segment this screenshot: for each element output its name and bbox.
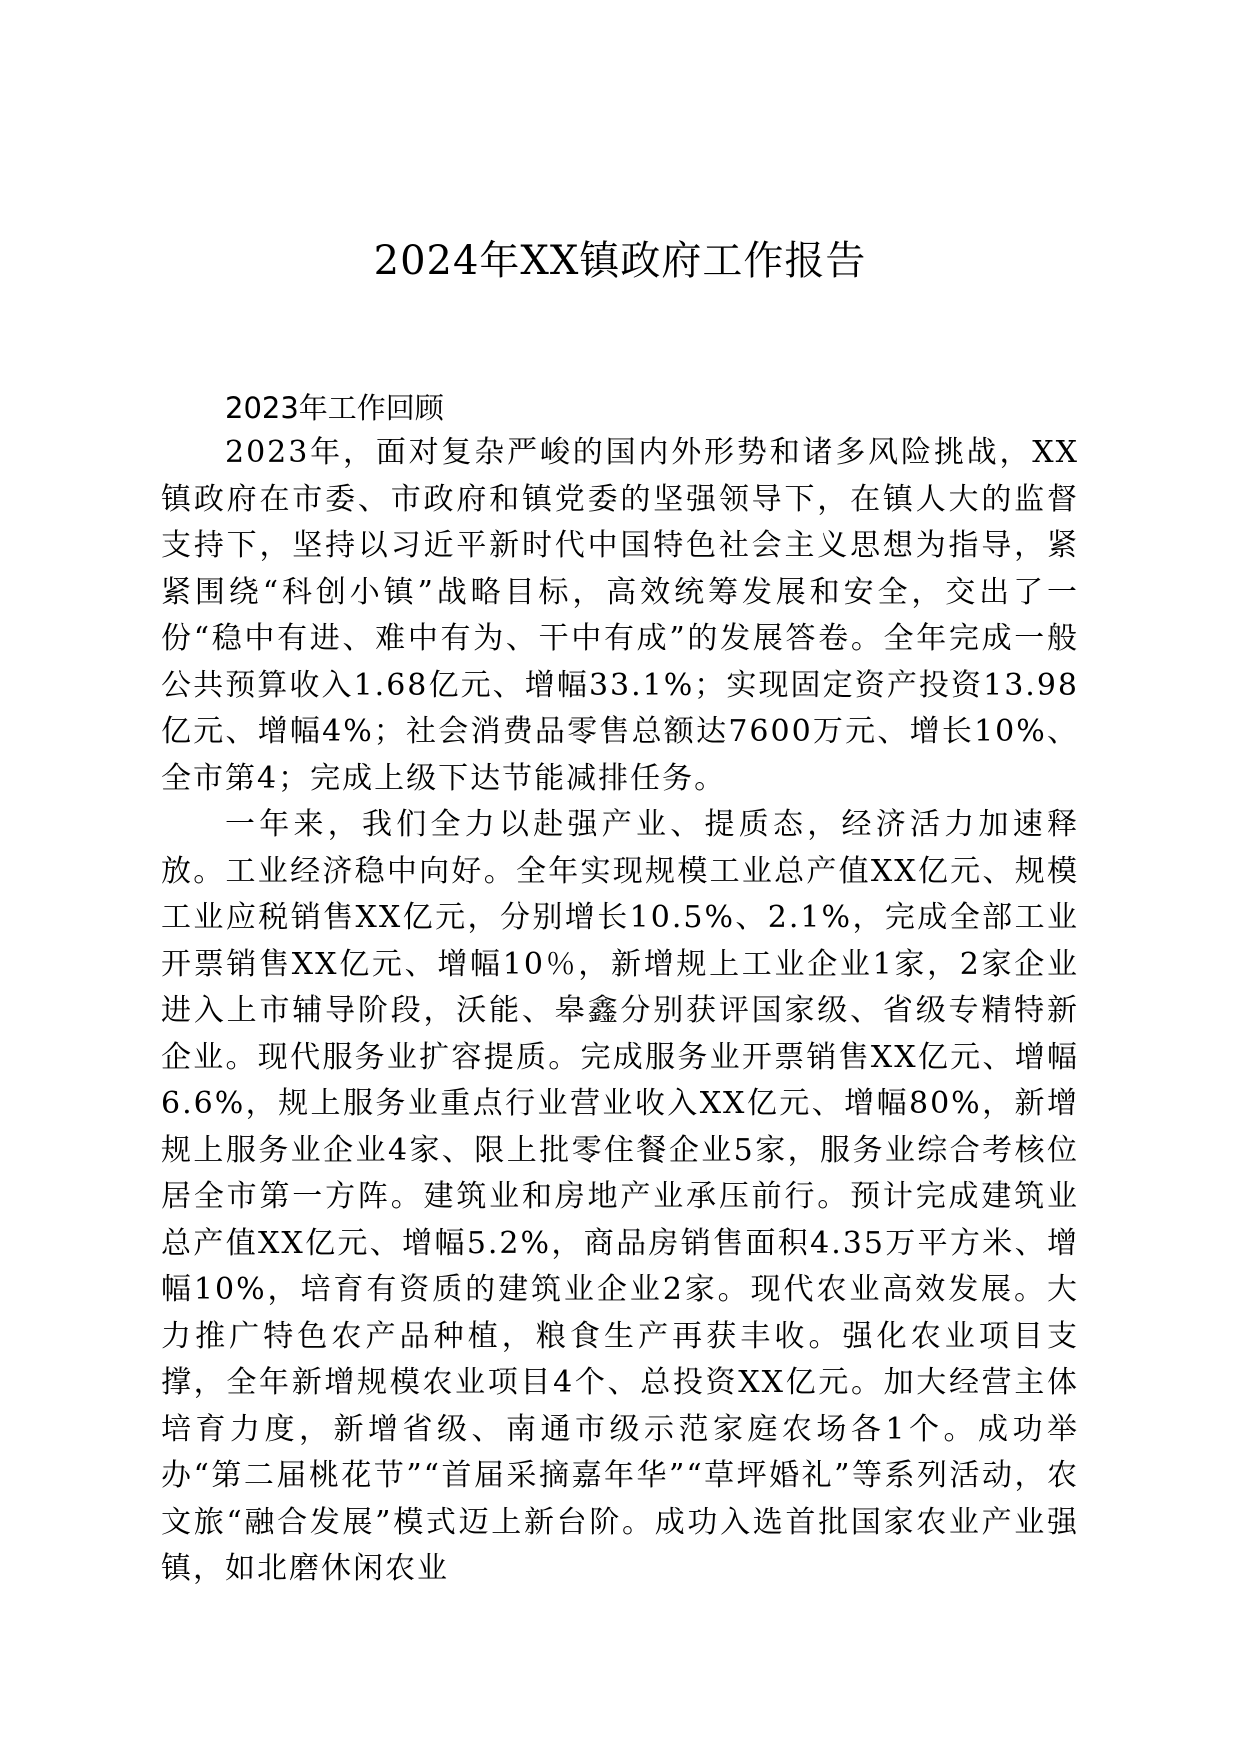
document-title: 2024年XX镇政府工作报告	[373, 238, 867, 284]
paragraph-overview: 2023年，面对复杂严峻的国内外形势和诸多风险挑战，XX镇政府在市委、市政府和镇党委的坚强领导下，在镇人大的监督支持下，坚持以习近平新时代中国特色社会主义思想为指导，紧紧围绕“科创小镇”战略目标，高效统筹发展和安全，交出了一份“稳中有进、难中有为、干中有成”的发展答卷。全年完成一般公共预算收入1.68亿元、增幅33.1%；实现固定资产投资13.98亿元、增幅4%；社会消费品零售总额达7600万元、增长10%、全市第4；完成上级下达节能减排任务。	[161, 435, 1079, 796]
section-heading: 2023年工作回顾	[225, 391, 444, 425]
paragraph-economy: 一年来，我们全力以赴强产业、提质态，经济活力加速释放。工业经济稳中向好。全年实现规模工业总产值XX亿元、规模工业应税销售XX亿元，分别增长10.5%、2.1%，完成全部工业开票销售XX亿元、增幅10％，新增规上工业企业1家，2家企业进入上市辅导阶段，沃能、皋鑫分别获评国家级、省级专精特新企业。现代服务业扩容提质。完成服务业开票销售XX亿元、增幅6.6%，规上服务业重点行业营业收入XX亿元、增幅80%，新增规上服务业企业4家、限上批零住餐企业5家，服务业综合考核位居全市第一方阵。建筑业和房地产业承压前行。预计完成建筑业总产值XX亿元、增幅5.2%，商品房销售面积4.35万平方米、增幅10%，培育有资质的建筑业企业2家。现代农业高效发展。大力推广特色农产品种植，粮食生产再获丰收。强化农业项目支撑，全年新增规模农业项目4个、总投资XX亿元。加大经营主体培育力度，新增省级、南通市级示范家庭农场各1个。成功举办“第二届桃花节”“首届采摘嘉年华”“草坪婚礼”等系列活动，农文旅“融合发展”模式迈上新台阶。成功入选首批国家农业产业强镇，如北磨休闲农业	[161, 807, 1079, 1586]
document-body	[161, 386, 1079, 1593]
